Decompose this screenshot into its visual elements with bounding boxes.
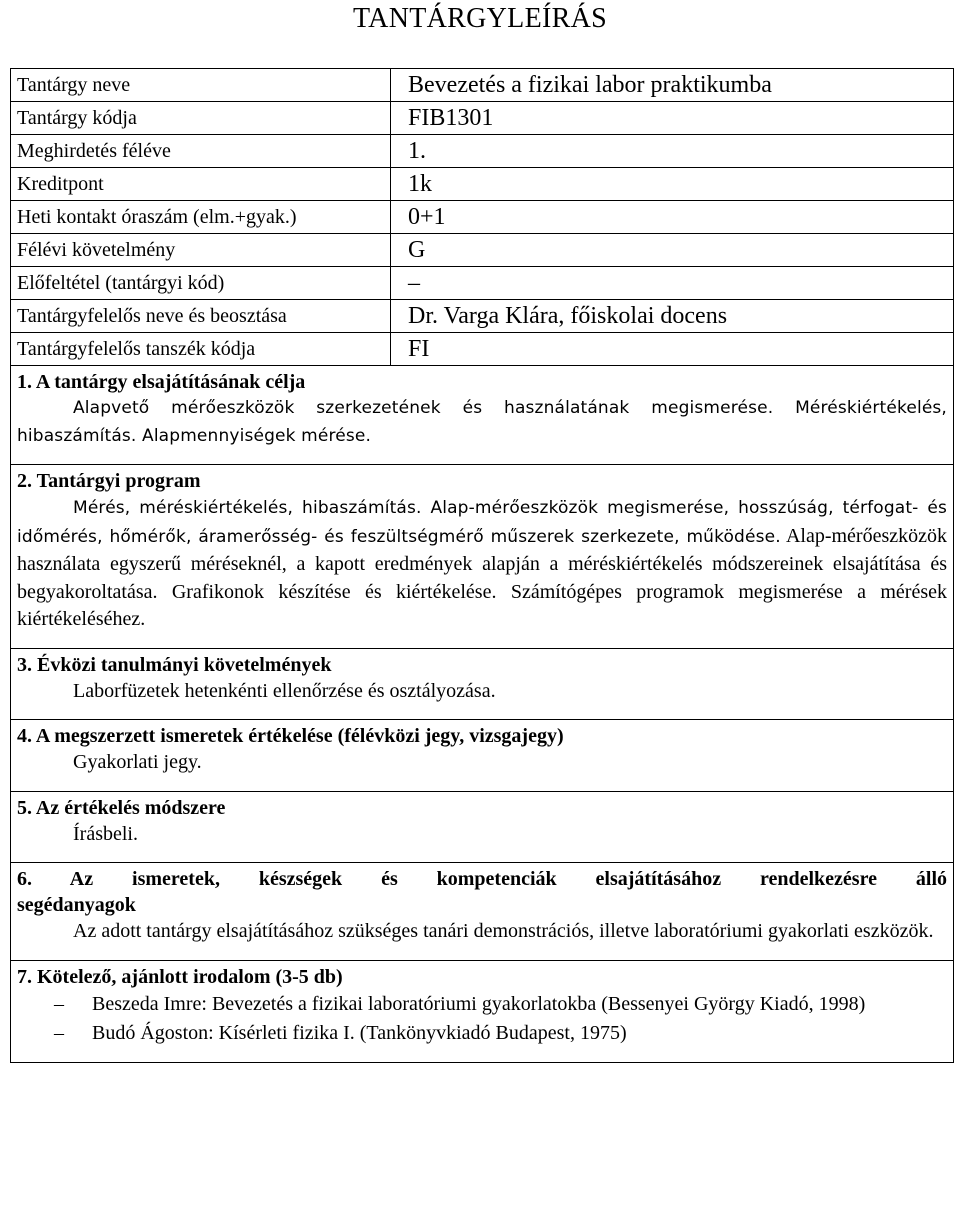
section-title: 2. Tantárgyi program — [17, 470, 201, 492]
section-goal — [11, 366, 954, 465]
row-label: Heti kontakt óraszám (elm.+gyak.) — [11, 201, 391, 234]
section-title: 7. Kötelező, ajánlott irodalom (3-5 db) — [17, 965, 343, 988]
section-text: Az adott tantárgy elsajátításához szükséges tanári demonstrációs, illetve laboratóriumi gyakorlati eszközök. — [73, 920, 934, 942]
document-title: TANTÁRGYLEÍRÁS — [353, 3, 607, 34]
row-label: Tantárgyfelelős neve és beosztása — [11, 300, 391, 333]
list-item — [54, 990, 947, 1019]
table-row — [11, 333, 954, 366]
table-row — [11, 135, 954, 168]
row-label: Előfeltétel (tantárgyi kód) — [11, 267, 391, 300]
row-value: FI — [391, 333, 954, 366]
section-title: 4. A megszerzett ismeretek értékelése (félévközi jegy, vizsgajegy) — [17, 725, 564, 747]
section-text: Írásbeli. — [73, 822, 138, 845]
list-item-text: Budó Ágoston: Kísérleti fizika I. (Tankönyvkiadó Budapest, 1975) — [92, 1021, 627, 1044]
table-row — [11, 168, 954, 201]
section-text-serif: Alap-mérőeszközök használata egyszerű méréseknél, a kapott eredmények alapján a méréskiértékelés módszereinek elsajátítása és begyakoroltatása. Grafikonok készítése és kiértékelése. Számítógépes programok megismerése a mérések kiértékeléséhez. — [17, 524, 947, 630]
table-row — [11, 69, 954, 102]
section-evaluation — [11, 720, 954, 792]
section-title: 5. Az értékelés módszere — [17, 796, 226, 819]
list-dash: – — [54, 1021, 64, 1044]
row-label: Kreditpont — [11, 168, 391, 201]
section-title: 3. Évközi tanulmányi követelmények — [17, 653, 332, 676]
row-label: Tantárgy kódja — [11, 102, 391, 135]
section-method — [11, 791, 954, 863]
row-label: Tantárgyfelelős tanszék kódja — [11, 333, 391, 366]
section-materials — [11, 863, 954, 961]
list-item-text: Beszeda Imre: Bevezetés a fizikai laboratóriumi gyakorlatokba (Bessenyei György Kiadó, 1998) — [92, 992, 866, 1015]
list-item — [54, 1019, 947, 1048]
section-title-continued: segédanyagok — [17, 894, 136, 916]
section-program — [11, 465, 954, 649]
course-info-table — [10, 68, 954, 1063]
row-label: Félévi követelmény — [11, 234, 391, 267]
row-value: G — [391, 234, 954, 267]
section-text — [17, 494, 947, 634]
section-text: Alapvető mérőeszközök szerkezetének és használatának megismerése. Méréskiértékelés, hibaszámítás. Alapmennyiségek mérése. — [17, 398, 947, 446]
row-value: 1. — [391, 135, 954, 168]
table-row — [11, 300, 954, 333]
row-value: Bevezetés a fizikai labor praktikumba — [391, 69, 954, 102]
table-row — [11, 102, 954, 135]
table-row — [11, 201, 954, 234]
section-title: 1. A tantárgy elsajátításának célja — [17, 371, 306, 393]
table-row — [11, 267, 954, 300]
list-dash: – — [54, 992, 64, 1015]
row-value: 0+1 — [391, 201, 954, 234]
row-value: FIB1301 — [391, 102, 954, 135]
row-value: Dr. Varga Klára, főiskolai docens — [391, 300, 954, 333]
section-text: Laborfüzetek hetenkénti ellenőrzése és osztályozása. — [73, 679, 496, 702]
section-text-sans: Mérés, méréskiértékelés, hibaszámítás. Alap-mérőeszközök megismerése, hosszúság, térfogat- és időmérés, hőmérők, áramerősség- és feszültségmérő műszerek szerkezete, működése. — [17, 498, 947, 547]
row-label: Meghirdetés féléve — [11, 135, 391, 168]
section-title: 6. Az ismeretek, készségek és kompetenciák elsajátításához rendelkezésre álló — [17, 868, 947, 890]
row-label: Tantárgy neve — [11, 69, 391, 102]
row-value: 1k — [391, 168, 954, 201]
row-value: – — [391, 267, 954, 300]
section-requirements — [11, 648, 954, 720]
table-row — [11, 234, 954, 267]
section-text: Gyakorlati jegy. — [73, 751, 202, 773]
section-literature — [11, 960, 954, 1062]
